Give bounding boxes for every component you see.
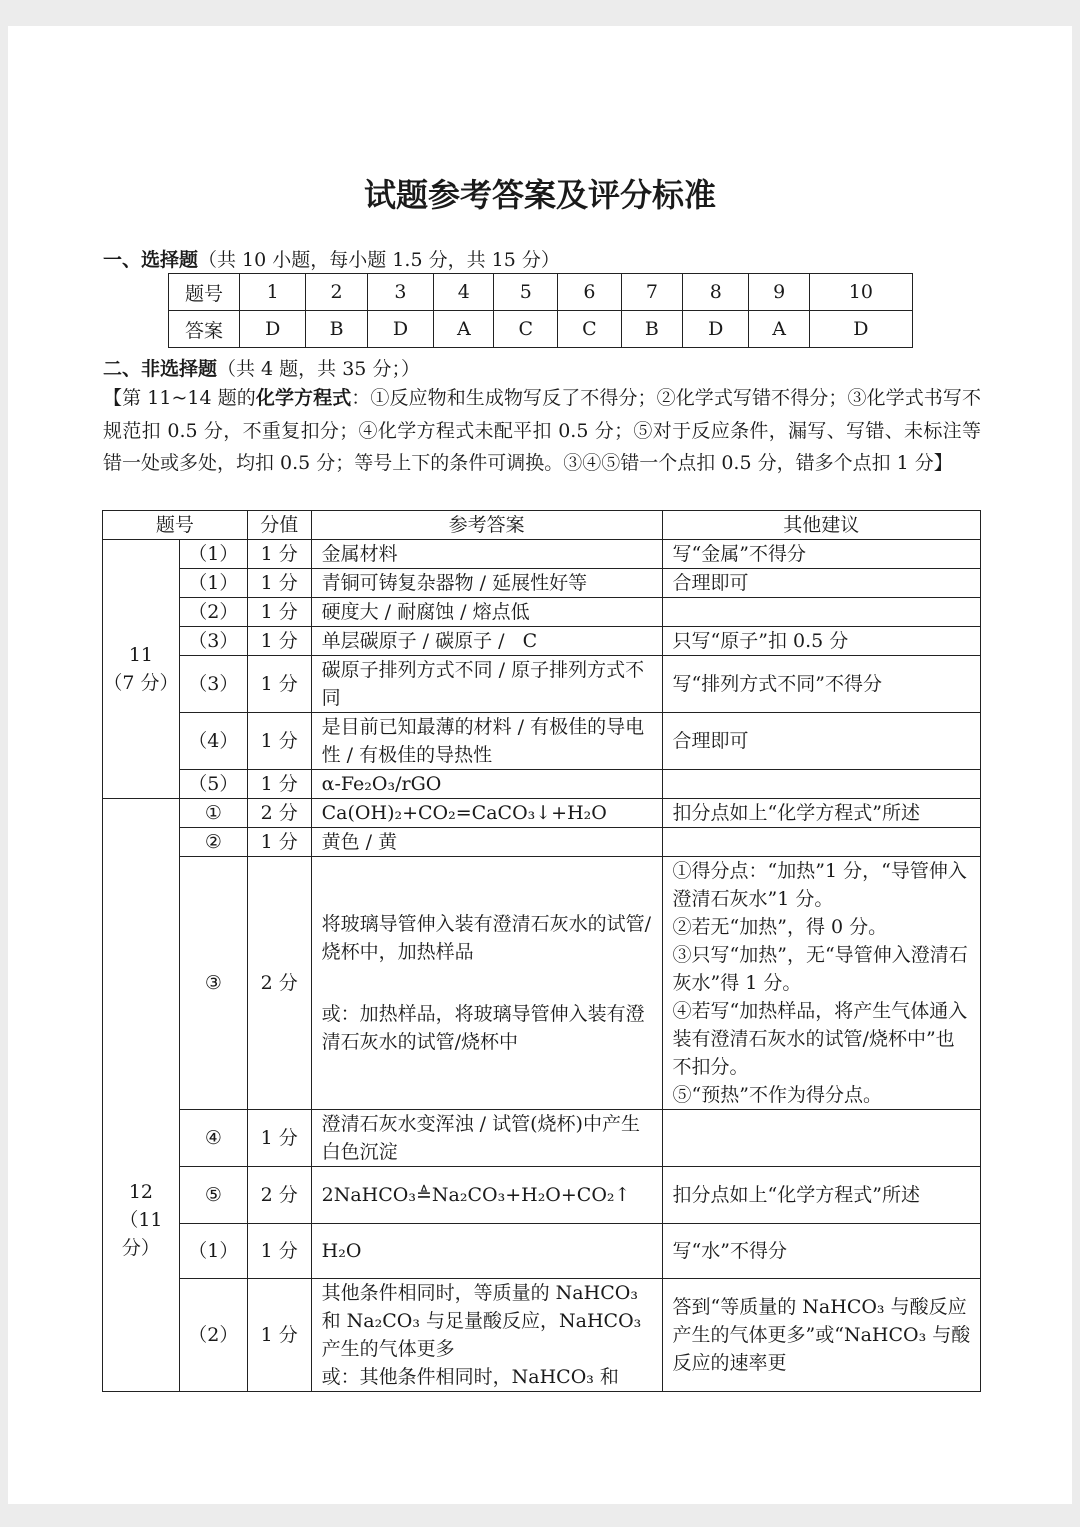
- score-cell: 2 分: [247, 799, 311, 828]
- mc-number: 2: [306, 274, 367, 311]
- part-cell: ③: [179, 857, 247, 1110]
- note-cell: 写“金属”不得分: [662, 540, 980, 569]
- part-cell: ②: [179, 828, 247, 857]
- mc-number-row: [169, 274, 913, 311]
- note-cell: 只写“原子”扣 0.5 分: [662, 627, 980, 656]
- score-cell: 1 分: [247, 540, 311, 569]
- table-row: [103, 799, 981, 828]
- note-cell: [662, 857, 980, 1110]
- note-line: ⑤“预热”不作为得分点。: [672, 1084, 882, 1106]
- part-cell: ④: [179, 1110, 247, 1167]
- part-cell: （1）: [179, 540, 247, 569]
- mc-number: 6: [558, 274, 622, 311]
- page-title: 试题参考答案及评分标准: [363, 176, 716, 214]
- score-cell: 1 分: [247, 569, 311, 598]
- table-row: [103, 1110, 981, 1167]
- answer-cell: α-Fe₂O₃/rGO: [311, 770, 662, 799]
- table-row: [103, 627, 981, 656]
- part-cell: ①: [179, 799, 247, 828]
- answer-cell: 黄色 / 黄: [311, 828, 662, 857]
- table-row: [103, 656, 981, 713]
- table-row: [103, 540, 981, 569]
- note-line: ④若写“加热样品，将产生气体通入装有澄清石灰水的试管/烧杯中”也不扣分。: [672, 1000, 968, 1078]
- table-row: [103, 1167, 981, 1224]
- answer-table: [102, 510, 981, 1392]
- score-cell: 1 分: [247, 1110, 311, 1167]
- part-cell: （1）: [179, 1224, 247, 1279]
- part-cell: （2）: [179, 598, 247, 627]
- note-cell: [662, 598, 980, 627]
- header-notes: 其他建议: [662, 511, 980, 540]
- score-cell: 1 分: [247, 770, 311, 799]
- table-row: [103, 569, 981, 598]
- mc-number: 7: [621, 274, 682, 311]
- answer-cell: 碳原子排列方式不同 / 原子排列方式不同: [311, 656, 662, 713]
- grading-note-emphasis: 化学方程式: [255, 387, 352, 409]
- score-cell: 1 分: [247, 656, 311, 713]
- mc-answer: A: [749, 311, 809, 348]
- note-cell: 写“排列方式不同”不得分: [662, 656, 980, 713]
- table-row: [103, 1279, 981, 1392]
- mc-row-header: 题号: [169, 274, 240, 311]
- mc-number: 4: [434, 274, 494, 311]
- note-cell: 合理即可: [662, 713, 980, 770]
- score-cell: 1 分: [247, 598, 311, 627]
- mc-number: 9: [749, 274, 809, 311]
- answer-option-b: 或：加热样品，将玻璃导管伸入装有澄清石灰水的试管/烧杯中: [321, 1003, 645, 1053]
- section2-heading: 二、非选择题（共 4 题，共 35 分；）: [103, 358, 420, 380]
- answer-cell: [311, 1279, 662, 1392]
- note-cell: 扣分点如上“化学方程式”所述: [662, 799, 980, 828]
- note-cell: 合理即可: [662, 569, 980, 598]
- answer-cell: [311, 857, 662, 1110]
- table-row: [103, 770, 981, 799]
- score-cell: 1 分: [247, 828, 311, 857]
- answer-option-a: 其他条件相同时，等质量的 NaHCO₃ 和 Na₂CO₃ 与足量酸反应，NaHCO₃ 产生的气体更多: [321, 1282, 642, 1360]
- score-cell: 1 分: [247, 1224, 311, 1279]
- note-cell: [662, 828, 980, 857]
- answer-cell: 2NaHCO₃≜Na₂CO₃+H₂O+CO₂↑: [311, 1167, 662, 1224]
- answer-cell: 澄清石灰水变浑浊 / 试管(烧杯)中产生白色沉淀: [311, 1110, 662, 1167]
- mc-answer: D: [683, 311, 749, 348]
- score-cell: 2 分: [247, 857, 311, 1110]
- score-cell: 1 分: [247, 1279, 311, 1392]
- table-row: [103, 857, 981, 1110]
- mc-number: 10: [809, 274, 912, 311]
- section1-heading: 一、选择题（共 10 小题，每小题 1.5 分，共 15 分）: [103, 249, 560, 271]
- part-cell: （5）: [179, 770, 247, 799]
- part-cell: （2）: [179, 1279, 247, 1392]
- score-cell: 1 分: [247, 713, 311, 770]
- note-cell: 答到“等质量的 NaHCO₃ 与酸反应产生的气体更多”或“NaHCO₃ 与酸反应的速率更: [662, 1279, 980, 1392]
- mc-answer: A: [434, 311, 494, 348]
- part-cell: （3）: [179, 627, 247, 656]
- part-cell: （4）: [179, 713, 247, 770]
- answer-cell: 是目前已知最薄的材料 / 有极佳的导电性 / 有极佳的导热性: [311, 713, 662, 770]
- note-cell: 扣分点如上“化学方程式”所述: [662, 1167, 980, 1224]
- note-line: ①得分点：“加热”1 分，“导管伸入澄清石灰水”1 分。: [672, 860, 967, 910]
- part-cell: （1）: [179, 569, 247, 598]
- mc-answer: D: [367, 311, 433, 348]
- note-cell: [662, 770, 980, 799]
- header-score: 分值: [247, 511, 311, 540]
- answer-option-a: 将玻璃导管伸入装有澄清石灰水的试管/烧杯中，加热样品: [321, 913, 652, 963]
- mc-number: 1: [240, 274, 306, 311]
- mc-answer-row: [169, 311, 913, 348]
- part-cell: （3）: [179, 656, 247, 713]
- header-question: 题号: [103, 511, 248, 540]
- header-answer: 参考答案: [311, 511, 662, 540]
- note-line: ③只写“加热”，无“导管伸入澄清石灰水”得 1 分。: [672, 944, 968, 994]
- answer-cell: 硬度大 / 耐腐蚀 / 熔点低: [311, 598, 662, 627]
- table-row: [103, 828, 981, 857]
- score-cell: 1 分: [247, 627, 311, 656]
- table-row: [103, 598, 981, 627]
- part-cell: ⑤: [179, 1167, 247, 1224]
- mc-answer: D: [809, 311, 912, 348]
- table-row: [103, 1224, 981, 1279]
- answer-cell: 单层碳原子 / 碳原子 / C: [311, 627, 662, 656]
- score-cell: 2 分: [247, 1167, 311, 1224]
- mc-answer: B: [306, 311, 367, 348]
- answer-option-b: 或：其他条件相同时，NaHCO₃ 和: [321, 1366, 619, 1388]
- table-row: [103, 713, 981, 770]
- question-11-label: 11 （7 分）: [103, 540, 180, 799]
- mc-row-header: 答案: [169, 311, 240, 348]
- grading-note: 【第 11~14 题的化学方程式：①反应物和生成物写反了不得分；②化学式写错不得分；③化学式书写不规范扣 0.5 分，不重复扣分；④化学方程式未配平扣 0.5 分；⑤对于反应条件，漏写、写错、未标注等错一处或多处，均扣 0.5 分；等号上下的条件可调换。③④⑤错一个点扣 0.5 分，错多个点扣 1 分】: [103, 387, 981, 474]
- multiple-choice-table: [168, 273, 913, 348]
- table-header-row: [103, 511, 981, 540]
- mc-answer: B: [621, 311, 682, 348]
- answer-cell: H₂O: [311, 1224, 662, 1279]
- mc-answer: C: [558, 311, 622, 348]
- mc-answer: C: [494, 311, 558, 348]
- mc-number: 5: [494, 274, 558, 311]
- note-cell: 写“水”不得分: [662, 1224, 980, 1279]
- answer-cell: 青铜可铸复杂器物 / 延展性好等: [311, 569, 662, 598]
- note-cell: [662, 1110, 980, 1167]
- answer-cell: 金属材料: [311, 540, 662, 569]
- answer-cell: Ca(OH)₂+CO₂=CaCO₃↓+H₂O: [311, 799, 662, 828]
- note-line: ②若无“加热”，得 0 分。: [672, 916, 888, 938]
- mc-number: 3: [367, 274, 433, 311]
- mc-answer: D: [240, 311, 306, 348]
- question-12-label: 12 （11 分）: [103, 799, 180, 1392]
- mc-number: 8: [683, 274, 749, 311]
